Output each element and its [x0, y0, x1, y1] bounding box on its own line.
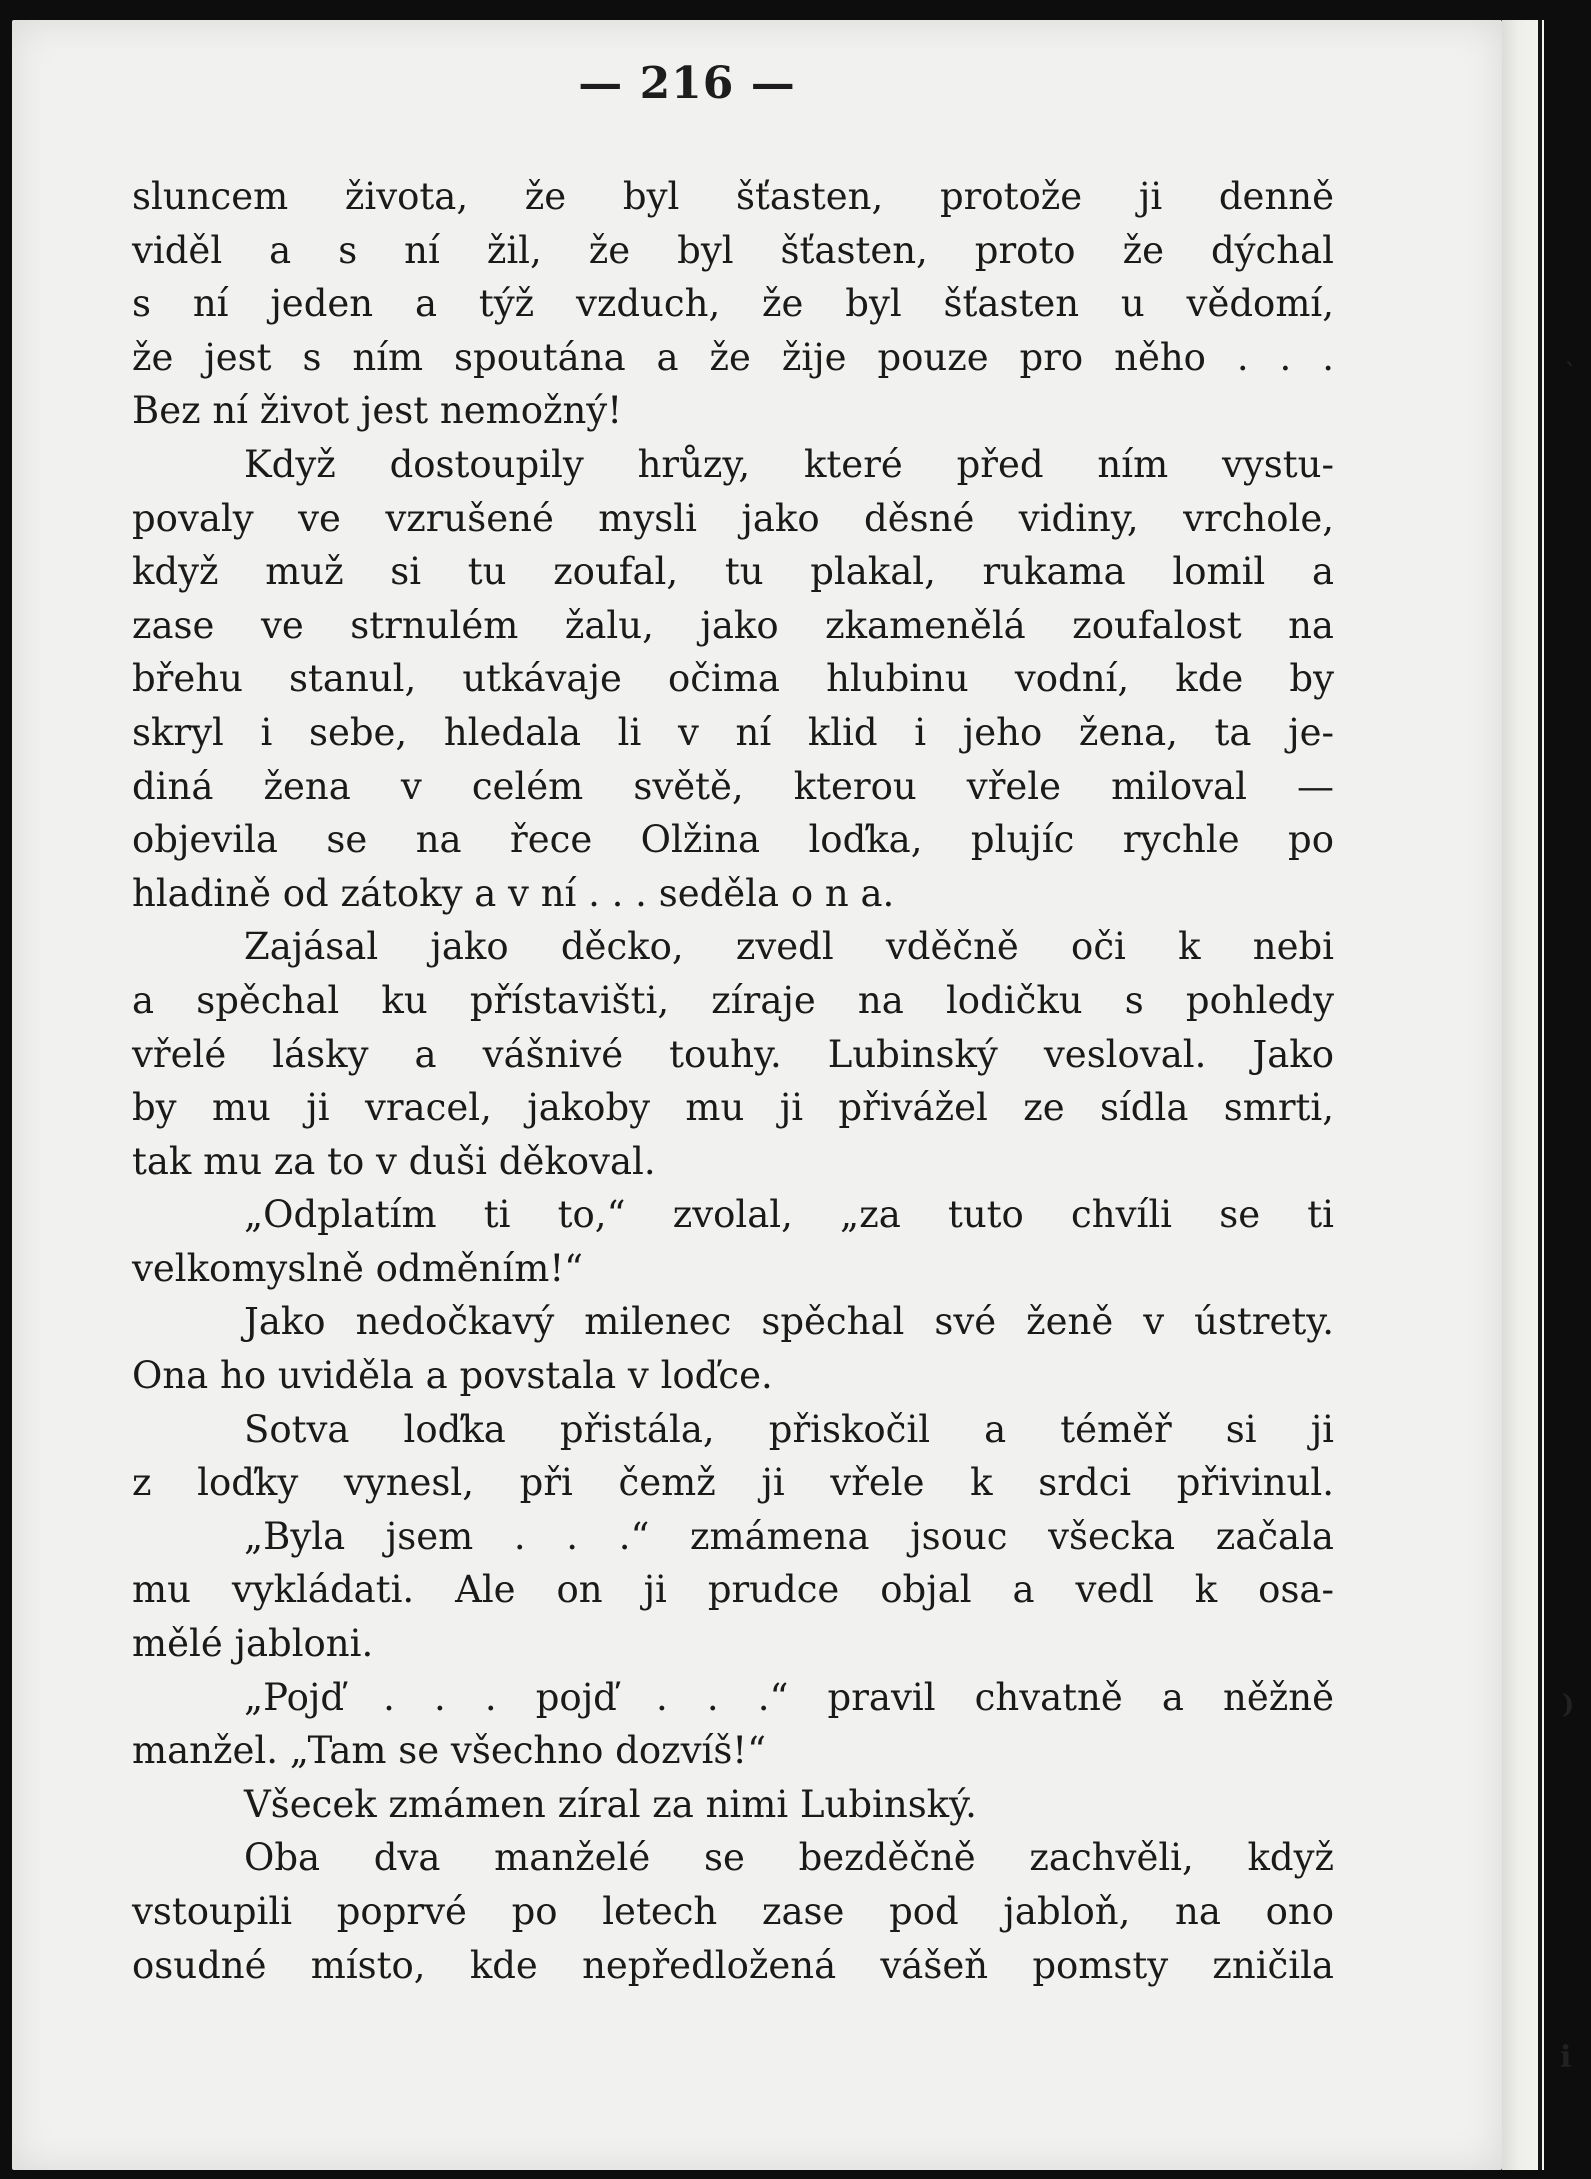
text-line: z loďky vynesl, při čemž ji vřele k srdci přivinul. [132, 1461, 1334, 1505]
text-line: a spěchal ku přístavišti, zíraje na lodičku s pohledy [132, 978, 1334, 1022]
text-line: viděl a s ní žil, že byl šťasten, proto že dýchal [132, 228, 1334, 272]
page-number: — 216 — [578, 58, 796, 109]
text-line: manžel. „Tam se všechno dozvíš!“ [132, 1729, 767, 1773]
text-line: vstoupili poprvé po letech zase pod jabloň, na ono [132, 1890, 1334, 1933]
text-line: diná žena v celém světě, kterou vřele miloval — [132, 764, 1334, 808]
text-line: Sotva loďka přistála, přiskočil a téměř si ji [244, 1407, 1334, 1451]
text-line: Když dostoupily hrůzy, které před ním vystu- [244, 442, 1334, 486]
margin-mark: ) [1562, 1690, 1575, 1720]
text-line: „Byla jsem . . .“ zmámena jsouc všecka začala [244, 1514, 1334, 1558]
margin-mark: ` [1565, 360, 1576, 386]
text-line: břehu stanul, utkávaje očima hlubinu vodní, kde by [132, 657, 1334, 701]
text-line: objevila se na řece Olžina loďka, plujíc rychle po [132, 818, 1334, 862]
text-line: „Pojď . . . pojď . . .“ pravil chvatně a něžně [244, 1675, 1334, 1719]
text-line: hladině od zátoky a v ní . . . seděla o n a. [132, 871, 895, 915]
text-line: velkomyslně odměním!“ [132, 1246, 584, 1290]
text-line: Bez ní život jest nemožný! [132, 389, 623, 433]
text-line: Jako nedočkavý milenec spěchal své ženě v ústrety. [244, 1300, 1334, 1344]
text-line: skryl i sebe, hledala li v ní klid i jeho žena, ta je- [132, 710, 1334, 754]
text-line: osudné místo, kde nepředložená vášeň pomsty zničila [132, 1943, 1334, 1987]
text-line: „Odplatím ti to,“ zvolal, „za tuto chvíli se ti [244, 1193, 1334, 1237]
text-line: by mu ji vracel, jakoby mu ji přivážel ze sídla smrti, [132, 1086, 1334, 1130]
text-line: že jest s ním spoutána a že žije pouze pro něho . . . [132, 335, 1334, 379]
text-line: sluncem života, že byl šťasten, protože ji denně [132, 175, 1334, 218]
book-page [12, 20, 1502, 2170]
text-line: zase ve strnulém žalu, jako zkamenělá zoufalost na [132, 603, 1334, 647]
text-line: mu vykládati. Ale on ji prudce objal a vedl k osa- [132, 1568, 1334, 1612]
text-line: mělé jabloni. [132, 1622, 374, 1666]
text-line: Všecek zmámen zíral za nimi Lubinský. [244, 1782, 977, 1826]
text-line: vřelé lásky a vášnivé touhy. Lubinský vesloval. Jako [132, 1032, 1334, 1076]
margin-mark: i [1560, 2040, 1572, 2075]
text-line: Zajásal jako děcko, zvedl vděčně oči k nebi [244, 925, 1334, 969]
text-line: Ona ho uviděla a povstala v loďce. [132, 1354, 773, 1398]
page-border-line [1538, 20, 1542, 2170]
text-line: s ní jeden a týž vzduch, že byl šťasten u vědomí, [132, 282, 1334, 326]
text-line: Oba dva manželé se bezděčně zachvěli, když [244, 1836, 1334, 1880]
body-text [124, 170, 1334, 1992]
text-line: když muž si tu zoufal, tu plakal, rukama lomil a [132, 550, 1334, 594]
text-line: tak mu za to v duši děkoval. [132, 1139, 656, 1183]
text-line: povaly ve vzrušené mysli jako děsné vidiny, vrchole, [132, 496, 1334, 540]
